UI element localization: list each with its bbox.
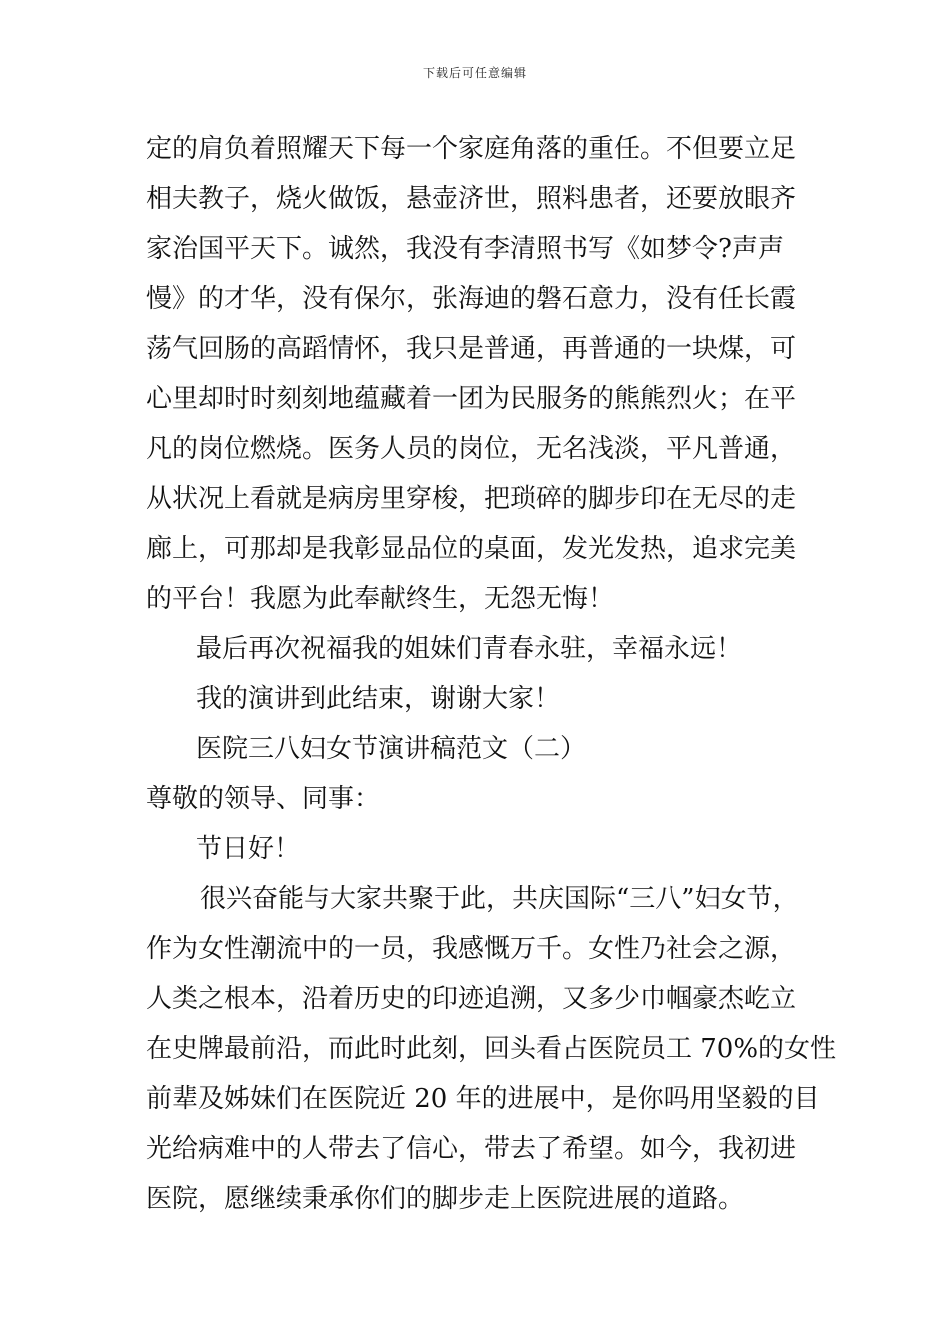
page-header: 下载后可任意编辑 (422, 66, 527, 80)
text-line: 从状况上看就是病房里穿梭，把琐碎的脚步印在无尽的走 (146, 484, 797, 514)
text-line: 心里却时时刻刻地蕴藏着一团为民服务的熊熊烈火；在平 (146, 384, 797, 414)
text-line: 凡的岗位燃烧。医务人员的岗位，无名浅淡，平凡普通， (146, 434, 797, 464)
closing-wish: 最后再次祝福我的姐妹们青春永驻，幸福永远！ (196, 634, 743, 664)
text-line: 人类之根本，沿着历史的印迹追溯，又多少巾帼豪杰屹立 (146, 984, 797, 1014)
text-line: 在史牌最前沿，而此时此刻，回头看占医院员工 70%的女性 (146, 1034, 837, 1064)
greeting: 节日好！ (196, 834, 301, 864)
text-line: 医院，愿继续秉承你们的脚步走上医院进展的道路。 (146, 1184, 745, 1214)
text-line: 光给病难中的人带去了信心，带去了希望。如今，我初进 (146, 1134, 797, 1164)
text-line: 廊上，可那却是我彰显品位的桌面，发光发热，追求完美 (146, 534, 797, 564)
salutation: 尊敬的领导、同事： (146, 784, 381, 814)
text-line: 慢》的才华，没有保尔，张海迪的磐石意力，没有任长霞 (146, 284, 797, 314)
closing-thanks: 我的演讲到此结束，谢谢大家！ (196, 684, 561, 714)
text-line: 很兴奋能与大家共聚于此，共庆国际“三八”妇女节， (200, 884, 799, 914)
text-line: 相夫教子，烧火做饭，悬壶济世，照料患者，还要放眼齐 (146, 184, 797, 214)
text-line: 作为女性潮流中的一员，我感慨万千。女性乃社会之源， (146, 934, 797, 964)
text-line: 的平台！我愿为此奉献终生，无怨无悔！ (146, 584, 615, 614)
section-title: 医院三八妇女节演讲稿范文（二） (196, 734, 587, 764)
text-line: 定的肩负着照耀天下每一个家庭角落的重任。不但要立足 (146, 134, 797, 164)
text-line: 家治国平天下。诚然，我没有李清照书写《如梦令?声声 (146, 234, 784, 264)
text-line: 荡气回肠的高蹈情怀，我只是普通，再普通的一块煤，可 (146, 334, 797, 364)
text-line: 前辈及姊妹们在医院近 20 年的进展中，是你吗用坚毅的目 (146, 1084, 820, 1114)
